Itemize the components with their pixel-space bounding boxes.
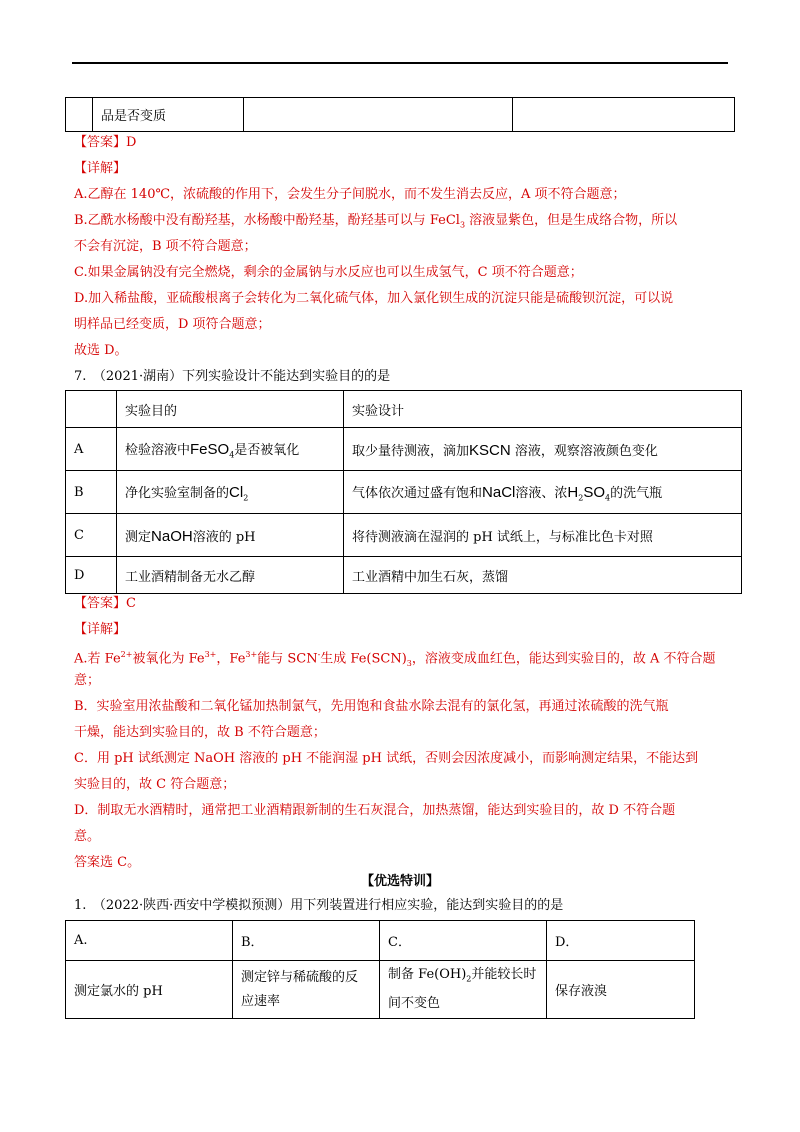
section-title: 【优选特训】: [360, 874, 439, 889]
q7-row-d-label: D: [66, 557, 117, 594]
table-row: [66, 514, 742, 557]
table-row: [66, 428, 742, 471]
q6-detail-a: A.乙醇在 140℃，浓硫酸的作用下，会发生分子间脱水，而不发生消去反应，A 项不符合题意；: [74, 187, 626, 202]
p1-desc-b: 测定锌与稀硫酸的反 应速率: [233, 961, 380, 1019]
top-table-cell-3: [513, 98, 735, 132]
q7-table-header: [66, 391, 742, 428]
q6-detail-c: C.如果金属钠没有完全燃烧，剩余的金属钠与水反应也可以生成氢气，C 项不符合题意；: [74, 265, 583, 280]
q7-conclusion: 答案选 C。: [74, 855, 141, 870]
q6-detail-d2: 明样品已经变质，D 项符合题意；: [74, 317, 271, 332]
q7-row-a-purpose: 检验溶液中FeSO$_4$是否被氧化: [117, 428, 344, 471]
q7-answer: 【答案】C: [74, 596, 136, 611]
q7-header-purpose: 实验目的: [117, 391, 344, 428]
p1-desc-c: 制备 $Fe(OH)_2$并能较长时 间不变色: [380, 961, 547, 1019]
q6-detail-b1: B.乙酰水杨酸中没有酚羟基，水杨酸中酚羟基，酚羟基可以与 FeCl$_3$ 溶液显紫色，但是生成络合物，所以: [74, 213, 678, 230]
p1-option-b: B．: [233, 921, 380, 961]
p1-option-d: D．: [547, 921, 695, 961]
q7-row-c-purpose: 测定NaOH溶液的 pH: [117, 514, 344, 557]
header-rule: [72, 62, 728, 64]
q7-detail-d2: 意。: [74, 829, 101, 844]
q6-answer: 【答案】D: [74, 135, 137, 150]
q7-stem: 7. （2021·湖南）下列实验设计不能达到实验目的的是: [74, 369, 391, 384]
p1-desc-a: 测定氯水的 pH: [66, 961, 233, 1019]
p1-desc-row: [66, 961, 695, 1019]
q7-detail-c2: 实验目的，故 C 符合题意；: [74, 777, 236, 792]
q7-header-label: [66, 391, 117, 428]
top-table-cell-2: [244, 98, 513, 132]
q7-header-design: 实验设计: [344, 391, 742, 428]
top-table-cell-empty: [66, 98, 93, 132]
p1-option-c: C．: [380, 921, 547, 961]
q7-row-b-design: 气体依次通过盛有饱和NaCl溶液、浓$H_2SO_4$的洗气瓶: [344, 471, 742, 514]
q7-row-a-label: A: [66, 428, 117, 471]
p1-option-a: A.: [66, 921, 233, 961]
q7-detail-d1: D．制取无水酒精时，通常把工业酒精跟新制的生石灰混合，加热蒸馏，能达到实验目的，故 D 不符合题: [74, 803, 676, 818]
p1-desc-d: 保存液溴: [547, 961, 695, 1019]
q7-row-d-design: 工业酒精中加生石灰，蒸馏: [344, 557, 742, 594]
q7-row-d-purpose: 工业酒精制备无水乙醇: [117, 557, 344, 594]
q7-row-a-design: 取少量待测液，滴加KSCN 溶液，观察溶液颜色变化: [344, 428, 742, 471]
table-row: [66, 471, 742, 514]
q6-conclusion: 故选 D。: [74, 343, 128, 358]
q7-detail-label: 【详解】: [74, 622, 127, 637]
q7-detail-a2: 意；: [74, 673, 101, 688]
q6-detail-d1: D.加入稀盐酸，亚硫酸根离子会转化为二氧化硫气体，加入氯化钡生成的沉淀只能是硫酸钡沉淀，可以说: [74, 291, 674, 306]
top-table: [65, 97, 735, 132]
q7-row-c-label: C: [66, 514, 117, 557]
p1-table: [65, 920, 695, 1019]
q7-detail-a1: A.若 $Fe^{2+}$被氧化为 $Fe^{3+}$，$Fe^{3+}$能与 SCN-生成 $Fe(SCN)_3$，溶液变成血红色，能达到实验目的，故 A 不符合题: [74, 650, 716, 668]
q7-detail-c1: C．用 pH 试纸测定 NaOH 溶液的 pH 不能润湿 pH 试纸，否则会因浓度减小，而影响测定结果，不能达到: [74, 751, 699, 766]
q6-detail-label: 【详解】: [74, 161, 127, 176]
q7-row-b-label: B: [66, 471, 117, 514]
p1-options-row: [66, 921, 695, 961]
q7-detail-b2: 干燥，能达到实验目的，故 B 不符合题意；: [74, 725, 326, 740]
q6-detail-b2: 不会有沉淀，B 项不符合题意；: [74, 239, 257, 254]
q7-row-b-purpose: 净化实验室制备的$Cl_2$: [117, 471, 344, 514]
p1-stem: 1. （2022·陕西·西安中学模拟预测）用下列装置进行相应实验，能达到实验目的的是: [74, 898, 564, 913]
top-table-cell-1: 品是否变质: [93, 98, 244, 132]
table-row: [66, 557, 742, 594]
q7-detail-b1: B．实验室用浓盐酸和二氧化锰加热制氯气，先用饱和食盐水除去混有的氯化氢，再通过浓硫酸的洗气瓶: [74, 699, 669, 714]
q7-row-c-design: 将待测液滴在湿润的 pH 试纸上，与标准比色卡对照: [344, 514, 742, 557]
q7-table: [65, 390, 742, 594]
